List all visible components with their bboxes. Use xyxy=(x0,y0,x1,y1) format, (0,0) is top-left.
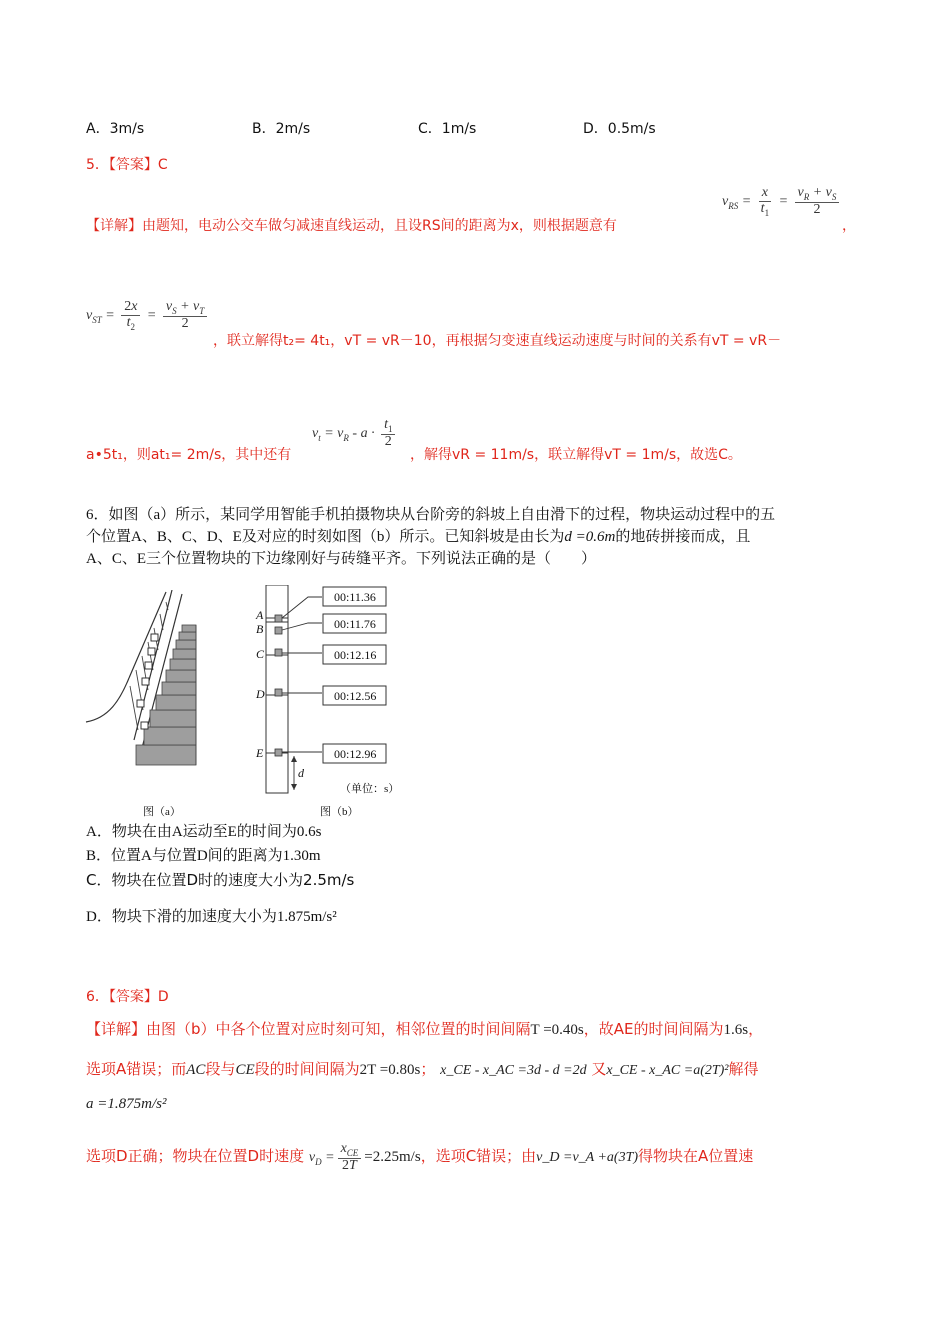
marker-e xyxy=(275,749,282,756)
marker-b xyxy=(275,627,282,634)
q6-answer: 6．【答案】D xyxy=(86,989,169,1005)
q5-option-a: A．3m/s xyxy=(86,121,145,137)
q6-stem-line3: A、C、E三个位置物块的下边缘刚好与砖缝平齐。下列说法正确的是（ ） xyxy=(86,551,597,567)
time-c: 00:12.16 xyxy=(334,648,377,662)
q6-stem-line2: 个位置A、B、C、D、E及对应的时刻如图（b）所示。已知斜坡是由长为d =0.6m的地砖拼接而成，且 xyxy=(86,529,751,545)
q5-option-b: B．2m/s xyxy=(252,121,311,137)
q6-option-a: A．物块在由A运动至E的时间为0.6s xyxy=(86,824,322,840)
q6-detail-line4: 选项D正确；物块在位置D时速度 $v_D$ = $\frac{x_{CE}}{2T}$ =2.25m/s，选项C错误；由v_D =v_A +a(3T)得物块在A位置速 xyxy=(86,1141,754,1174)
q6-detail-line1: 【详解】由图（b）中各个位置对应时刻可知，相邻位置的时间间隔T =0.40s，故AE的时间间隔为1.6s， xyxy=(86,1020,764,1038)
q6-option-d: D．物块下滑的加速度大小为1.875m/s² xyxy=(86,909,337,925)
q5-answer: 5．【答案】C xyxy=(86,157,168,173)
q5-option-d: D．0.5m/s xyxy=(583,121,656,137)
label-b: B xyxy=(256,622,264,636)
time-d: 00:12.56 xyxy=(334,689,377,703)
marker-c xyxy=(275,649,282,656)
q6-option-b: B．位置A与位置D间的距离为1.30m xyxy=(86,848,321,864)
figure-a-staircase xyxy=(84,590,214,790)
figure-a-caption: 图（a） xyxy=(143,806,181,818)
q5-detail-line3a: a•5t₁，则at₁= 2m/s，其中还有 xyxy=(86,447,292,463)
q5-comma: ， xyxy=(842,218,856,234)
time-e: 00:12.96 xyxy=(334,747,377,761)
q5-detail-line2: ，联立解得t₂= 4t₁，vT = vR－10，再根据匀变速直线运动速度与时间的关系有vT = vR－ xyxy=(213,333,782,349)
label-c: C xyxy=(256,647,265,661)
time-a: 00:11.36 xyxy=(334,590,376,604)
figure-b-caption: 图（b） xyxy=(320,806,359,818)
q5-formula-vrs: $v_{RS}$ = $\frac{x}{t_1}$ = $\frac{v_R + v_S}{2}$ xyxy=(722,186,842,218)
q5-option-c: C．1m/s xyxy=(418,121,477,137)
q6-detail-line2: 选项A错误；而AC段与CE段的时间间隔为2T =0.80s； x_CE - x_AC =3d - d =2d 又x_CE - x_AC =a(2T)²解得 xyxy=(86,1060,759,1078)
q5-formula-vst: $v_{ST}$ = $\frac{2x}{t_2}$ = $\frac{v_S + v_T}{2}$ xyxy=(86,300,210,332)
formula-vd: $v_D$ = $\frac{x_{CE}}{2T}$ xyxy=(309,1150,364,1165)
label-e: E xyxy=(256,746,264,760)
time-b: 00:11.76 xyxy=(334,617,376,631)
q6-detail-line3: a =1.875m/s² xyxy=(86,1096,167,1112)
q5-detail-line1: 【详解】由题知，电动公交车做匀减速直线运动，且设RS间的距离为x，则根据题意有 xyxy=(86,218,617,234)
marker-d xyxy=(275,689,282,696)
label-a: A xyxy=(256,608,264,622)
q6-stem-line1: 6．如图（a）所示，某同学用智能手机拍摄物块从台阶旁的斜坡上自由滑下的过程，物块运动过程中的五 xyxy=(86,507,776,523)
q5-detail-line3b: ，解得vR = 11m/s，联立解得vT = 1m/s，故选C。 xyxy=(410,447,742,463)
figure-b-unit: （单位：s） xyxy=(340,783,400,795)
label-d-length: d xyxy=(298,766,304,780)
q6-option-c: C．物块在位置D时的速度大小为2.5m/s xyxy=(86,871,355,889)
marker-a xyxy=(275,615,282,622)
label-d: D xyxy=(256,687,265,701)
q5-formula-vt: $v_t = v_R - a$ · $\frac{t_1}{2}$ xyxy=(312,418,398,450)
